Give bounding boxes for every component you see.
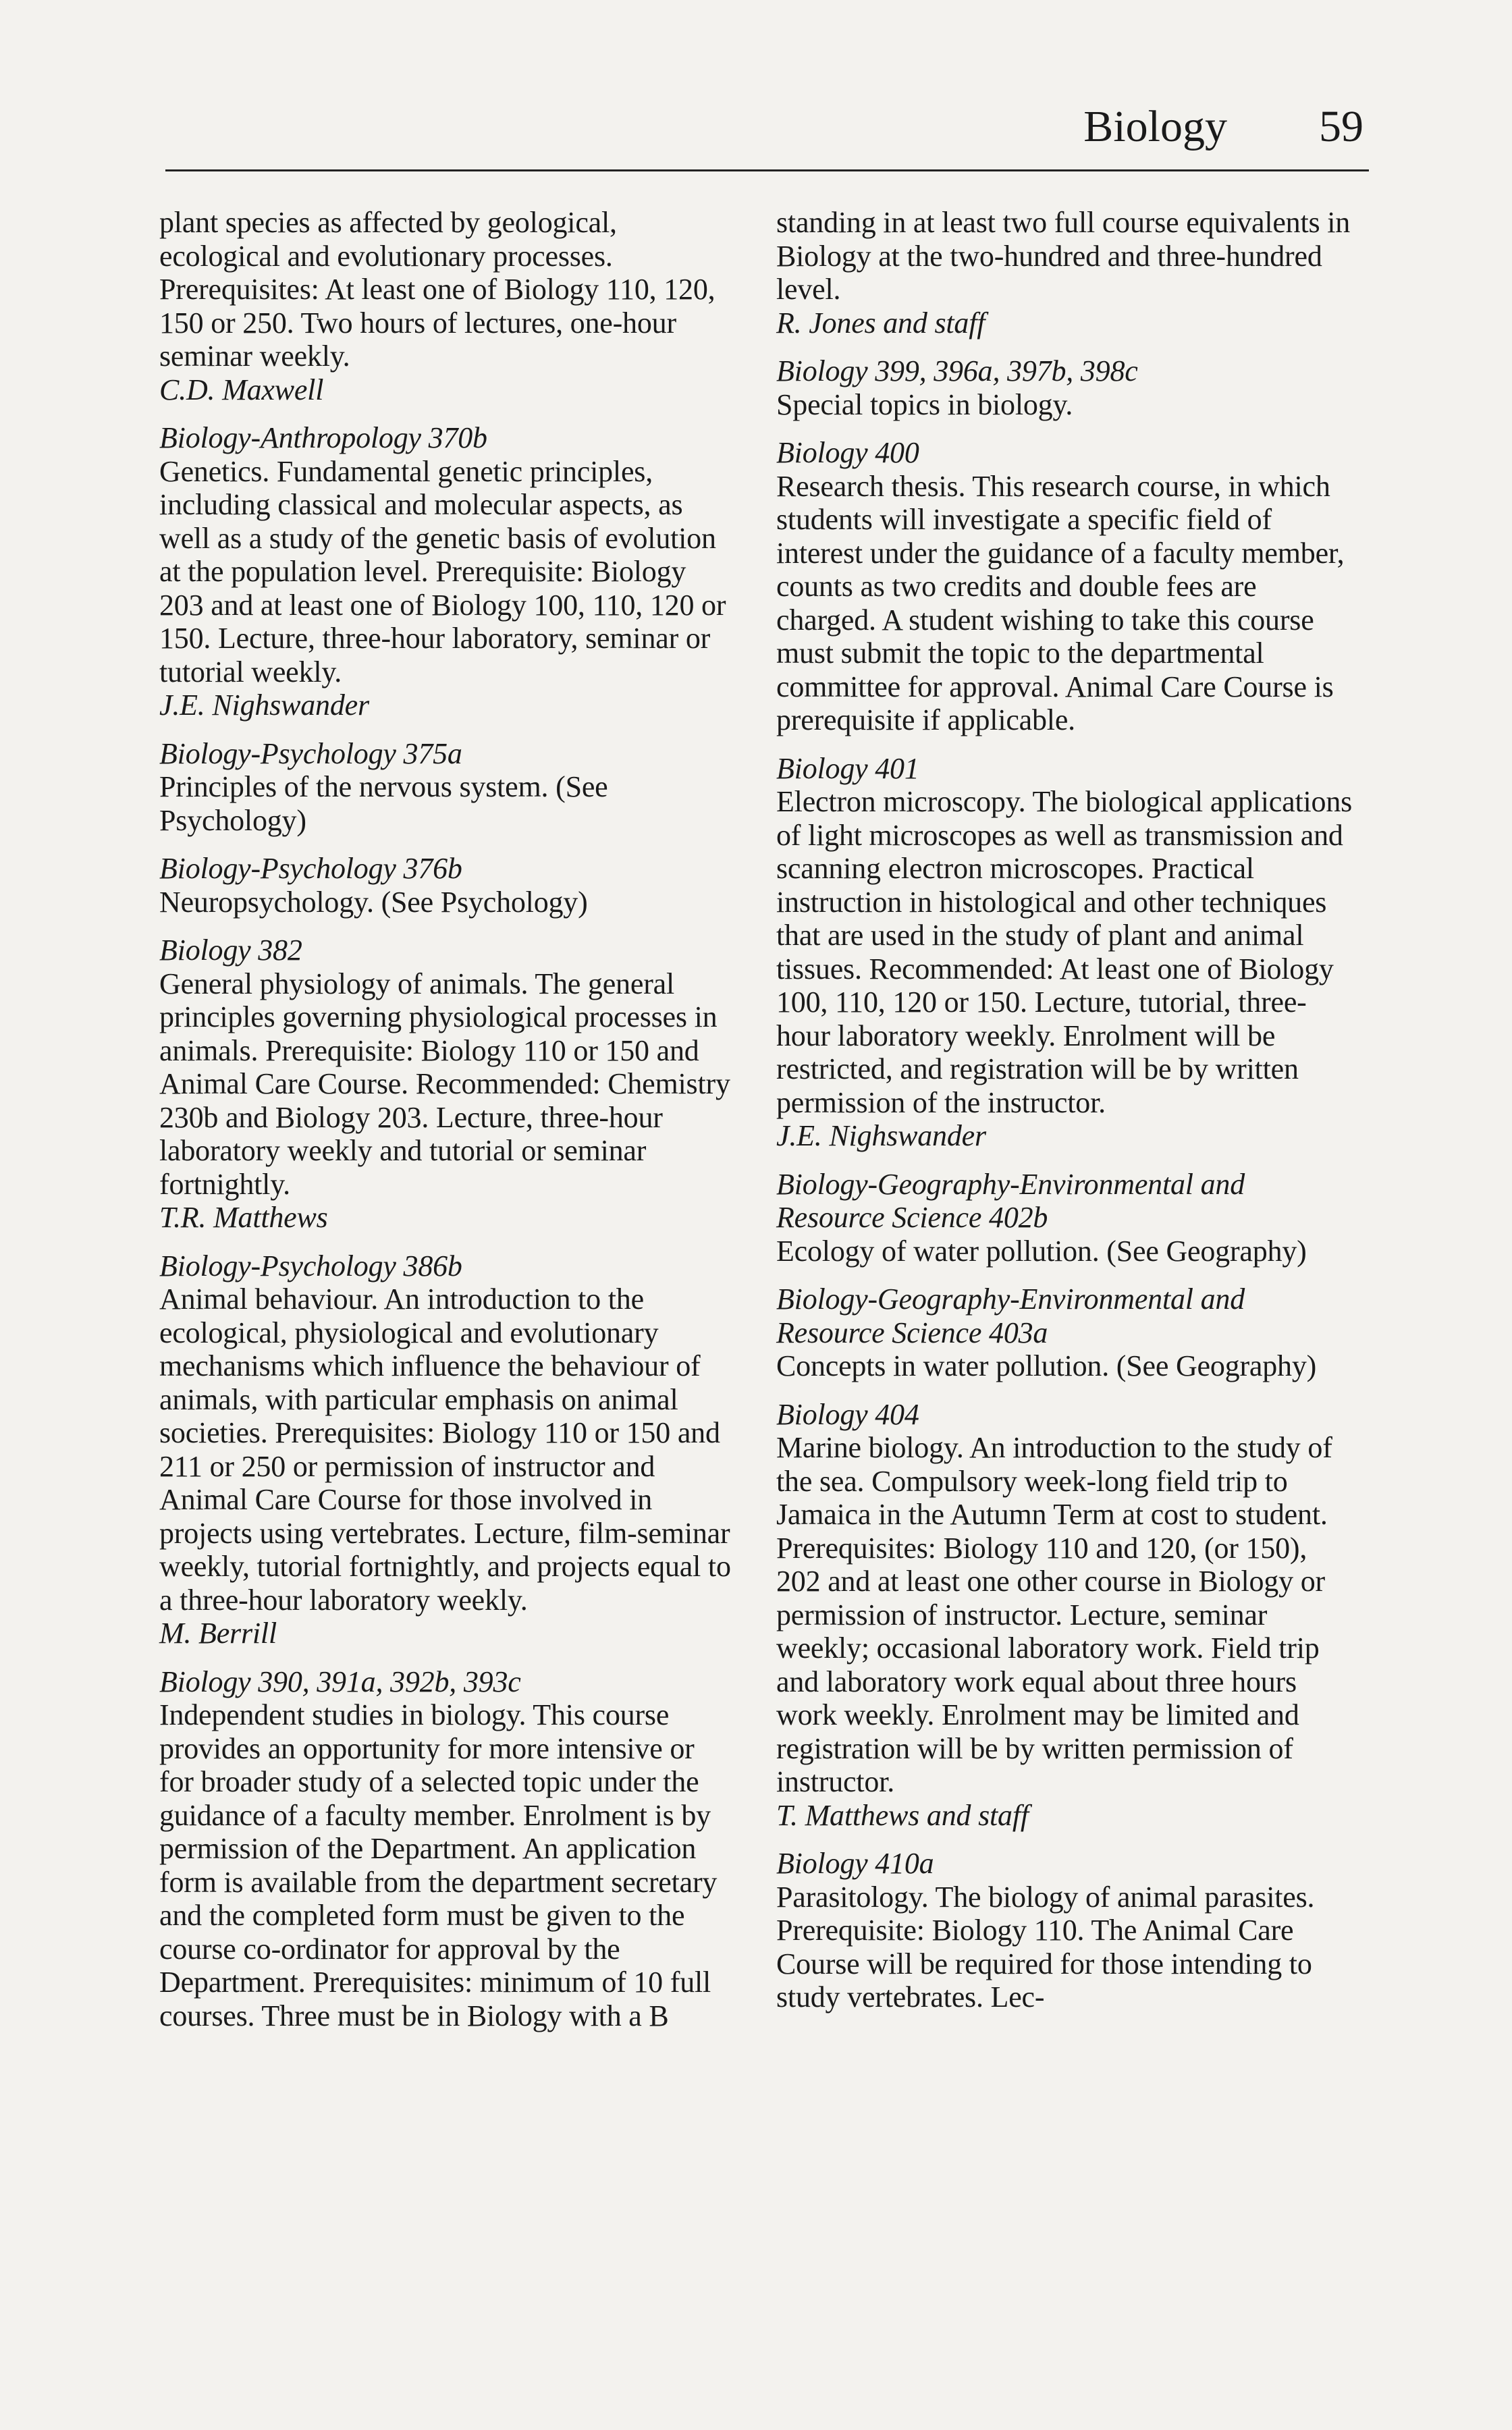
course-heading: Biology-Psychology 386b <box>159 1249 462 1282</box>
course-description: General physiology of animals. The general principles governing physiological processes in animals. Prerequisite: Biology 110 or 150 and Animal Care Course. Recommended: Chemistry 230b and Biology 203. Lecture, three-hour laboratory weekly and tutorial or seminar fortnightly. <box>159 967 730 1201</box>
course-description: Animal behaviour. An introduction to the ecological, physiological and evolutionary mechanisms which influence the behaviour of animals, with particular emphasis on animal societies. Prerequisites: Biology 110 or 150 and 211 or 250 or permission of instructor and Animal Care Course for those involved in projects using vertebrates. Lecture, film-seminar weekly, tutorial fortnightly, and projects equal to a three-hour laboratory weekly. <box>159 1282 731 1617</box>
left-column <box>159 206 733 2047</box>
course-heading: Biology-Psychology 376b <box>159 852 462 885</box>
course-description: Concepts in water pollution. (See Geography) <box>776 1349 1317 1382</box>
course-heading: Biology 400 <box>776 436 919 469</box>
course-instructor: J.E. Nighswander <box>776 1119 986 1152</box>
course-description: Ecology of water pollution. (See Geography) <box>776 1234 1307 1268</box>
right-column <box>776 206 1357 2029</box>
course-description: Parasitology. The biology of animal parasites. Prerequisite: Biology 110. The Animal Care Course will be required for those intending to study vertebrates. Lec- <box>776 1880 1315 2014</box>
course-entry <box>159 737 733 838</box>
course-instructor: J.E. Nighswander <box>159 688 369 722</box>
continued-entry <box>776 206 1357 340</box>
course-instructor: T.R. Matthews <box>159 1201 328 1234</box>
course-description: Independent studies in biology. This course provides an opportunity for more intensive or for broader study of a selected topic under the guidance of a faculty member. Enrolment is by permission of the Department. An application form is available from the department secretary and the completed form must be given to the course co-ordinator for approval by the Department. Prerequisites: minimum of 10 full courses. Three must be in Biology with a B <box>159 1698 718 2032</box>
course-entry <box>776 1398 1357 1833</box>
course-entry <box>776 1282 1357 1383</box>
continued-entry <box>159 206 733 406</box>
course-heading: Biology 410a <box>776 1847 934 1880</box>
page-number: 59 <box>1319 102 1364 151</box>
course-entry <box>776 752 1357 1153</box>
course-heading: Biology-Anthropology 370b <box>159 421 487 454</box>
course-heading: Biology 382 <box>159 934 302 967</box>
course-entry <box>159 421 733 722</box>
course-heading: Biology 404 <box>776 1397 919 1431</box>
course-heading: Biology 401 <box>776 751 919 785</box>
course-description: Neuropsychology. (See Psychology) <box>159 885 588 919</box>
continued-text: plant species as affected by geological, ecological and evolutionary processes. Prerequisites: At least one of Biology 110, 120, 150 or 250. Two hours of lectures, one-hour seminar weekly. <box>159 206 716 373</box>
course-entry <box>159 934 733 1235</box>
course-heading: Biology 399, 396a, 397b, 398c <box>776 354 1138 387</box>
course-heading: Biology-Psychology 375a <box>159 736 462 770</box>
course-instructor: C.D. Maxwell <box>159 373 324 406</box>
course-entry <box>159 1665 733 2033</box>
course-heading: Biology 390, 391a, 392b, 393c <box>159 1665 521 1698</box>
course-description: Research thesis. This research course, in which students will investigate a specific field of interest under the guidance of a faculty member, counts as two credits and double fees are charged. A student wishing to take this course must submit the topic to the departmental committee for approval. Animal Care Course is prerequisite if applicable. <box>776 469 1345 736</box>
course-description: Marine biology. An introduction to the study of the sea. Compulsory week-long field trip to Jamaica in the Autumn Term at cost to student. Prerequisites: Biology 110 and 120, (or 150), 202 and at least one other course in Biology or permission of instructor. Lecture, seminar weekly; occasional laboratory work. Field trip and laboratory work equal about three hours work weekly. Enrolment may be limited and registration will be by written permission of instructor. <box>776 1431 1332 1798</box>
course-instructor: M. Berrill <box>159 1617 277 1650</box>
course-heading: Biology-Geography-Environmental and Resource Science 402b <box>776 1167 1245 1234</box>
course-entry <box>776 436 1357 737</box>
course-description: Principles of the nervous system. (See Psychology) <box>159 770 608 837</box>
course-description: Electron microscopy. The biological applications of light microscopes as well as transmission and scanning electron microscopes. Practical instruction in histological and other techniques that are used in the study of plant and animal tissues. Recommended: At least one of Biology 100, 110, 120 or 150. Lecture, tutorial, three-hour laboratory weekly. Enrolment will be restricted, and registration will be by written permission of the instructor. <box>776 785 1353 1119</box>
course-entry <box>776 354 1357 421</box>
page-header <box>165 98 1369 171</box>
course-entry <box>776 1168 1357 1268</box>
course-instructor: R. Jones and staff <box>776 306 986 340</box>
course-entry <box>776 1847 1357 2014</box>
course-heading: Biology-Geography-Environmental and Resource Science 403a <box>776 1282 1245 1349</box>
section-title: Biology <box>1083 102 1227 151</box>
continued-text: standing in at least two full course equivalents in Biology at the two-hundred and three-hundred level. <box>776 206 1351 306</box>
course-instructor: T. Matthews and staff <box>776 1798 1029 1832</box>
course-description: Genetics. Fundamental genetic principles, including classical and molecular aspects, as well as a study of the genetic basis of evolution at the population level. Prerequisite: Biology 203 and at least one of Biology 100, 110, 120 or 150. Lecture, three-hour laboratory, seminar or tutorial weekly. <box>159 454 726 688</box>
course-entry <box>159 1249 733 1650</box>
course-entry <box>159 852 733 919</box>
course-description: Special topics in biology. <box>776 387 1073 421</box>
